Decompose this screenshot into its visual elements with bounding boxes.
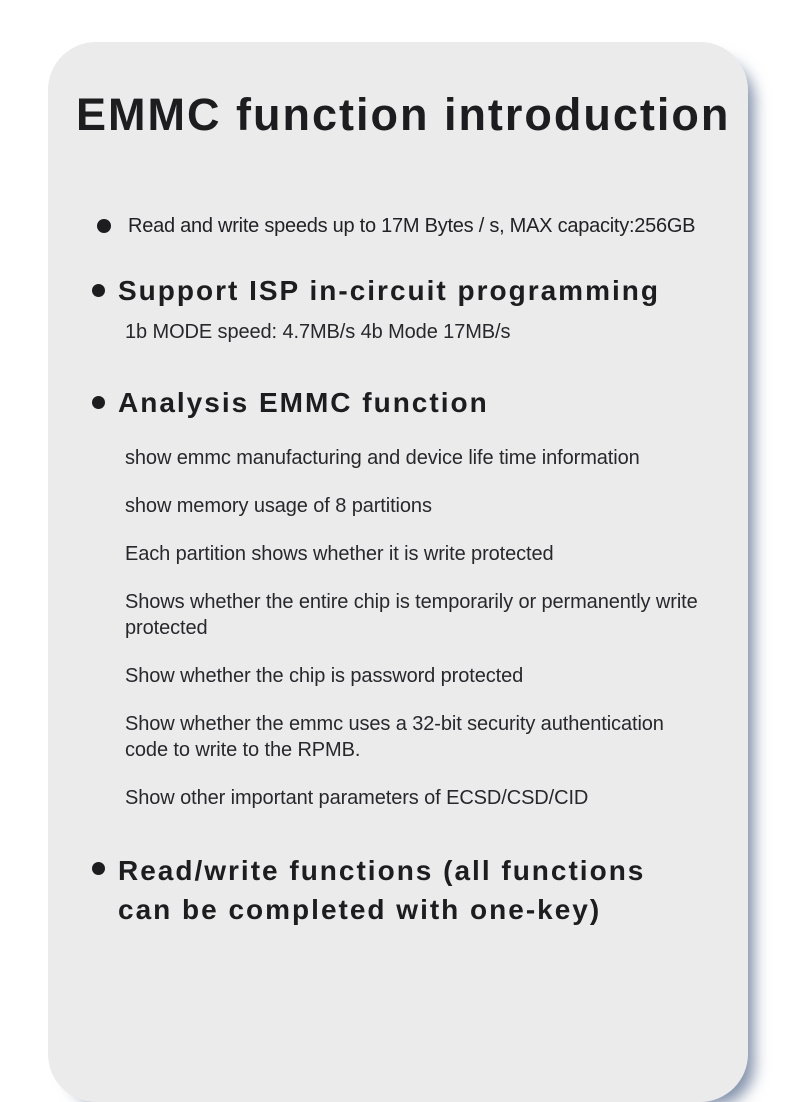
feature-speed-capacity	[97, 213, 748, 239]
section-isp	[48, 273, 748, 345]
isp-speed-detail: 1b MODE speed: 4.7MB/s 4b Mode 17MB/s	[125, 321, 511, 343]
item-memory-usage: show memory usage of 8 partitions	[125, 495, 432, 517]
item-chip-write-protect: Shows whether the entire chip is temporarily or permanently write protected	[125, 591, 698, 639]
item-password-protect: Show whether the chip is password protected	[125, 665, 524, 687]
section-analysis	[48, 385, 748, 811]
section-analysis-heading-row	[92, 385, 748, 421]
bullet-icon	[97, 219, 111, 233]
section-isp-heading: Support ISP in-circuit programming	[118, 275, 660, 306]
section-readwrite	[48, 851, 748, 929]
bullet-icon	[92, 862, 105, 875]
bullet-icon	[92, 396, 105, 409]
section-readwrite-heading-row	[92, 851, 748, 929]
bullet-icon	[92, 284, 105, 297]
section-isp-heading-row	[92, 273, 748, 309]
section-readwrite-heading: Read/write functions (all functions can be completed with one-key)	[118, 855, 646, 925]
page-title: EMMC function introduction	[76, 89, 731, 140]
item-partition-write-protect: Each partition shows whether it is write protected	[125, 543, 554, 565]
emmc-intro-card	[48, 42, 748, 1102]
section-analysis-heading: Analysis EMMC function	[118, 387, 489, 418]
item-ecsd-params: Show other important parameters of ECSD/CSD/CID	[125, 787, 589, 809]
feature-speed-capacity-text: Read and write speeds up to 17M Bytes / s, MAX capacity:256GB	[128, 215, 696, 237]
item-manufacturing-info: show emmc manufacturing and device life time information	[125, 447, 640, 469]
item-rpmb-auth: Show whether the emmc uses a 32-bit security authentication code to write to the RPMB.	[125, 713, 664, 761]
